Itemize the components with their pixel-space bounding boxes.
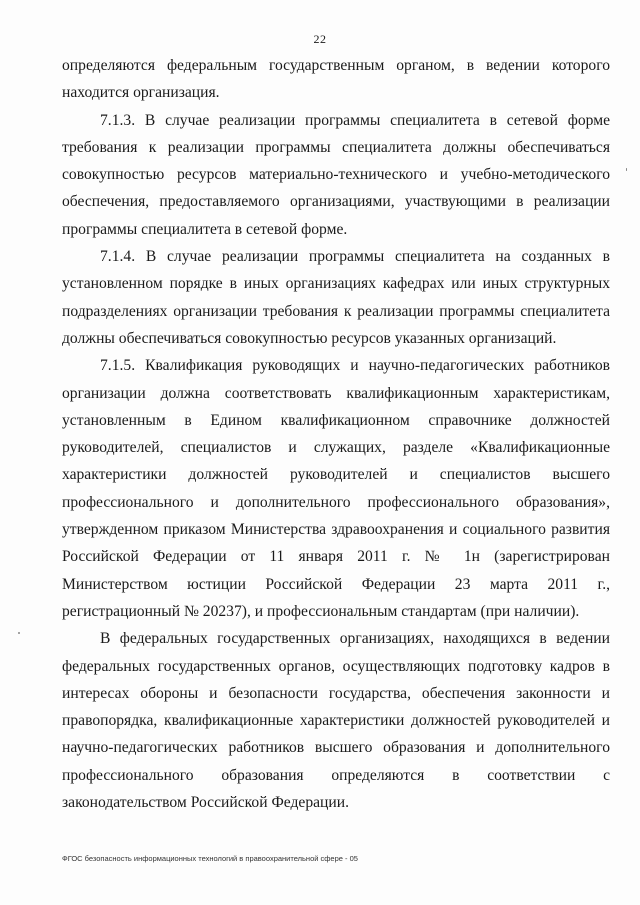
paragraph-federal-organizations: В федеральных государственных организациях, находящихся в ведении федеральных государственных органов, осуществляющих подготовку кадров в интересах обороны и безопасности государства, обеспечения законности и правопорядка, квалификационные характеристики должностей руководителей и научно-педагогических работников высшего образования и дополнительного профессионального образования определяются в соответствии с законодательством Российской Федерации. xyxy=(62,630,610,812)
scan-speck xyxy=(18,632,20,634)
paragraph-7-1-4: 7.1.4. В случае реализации программы специалитета на созданных в установленном порядке в иных организациях кафедрах или иных структурных подразделениях организации требования к реализации программы специалитета должны обеспечиваться совокупностью ресурсов указанных организаций. xyxy=(62,248,610,347)
page-number: 22 xyxy=(313,32,327,46)
paragraph-continuation: определяются федеральным государственным органом, в ведении которого находится организация. xyxy=(62,57,610,102)
scan-speck xyxy=(626,168,627,171)
document-body xyxy=(62,52,610,816)
document-footer: ФГОС безопасность информационных технологий в правоохранительной сфере - 05 xyxy=(62,854,358,863)
paragraph-7-1-5: 7.1.5. Квалификация руководящих и научно-педагогических работников организации должна соответствовать квалификационным характеристикам, установленным в Едином квалификационном справочнике должностей руководителей, специалистов и служащих, разделе «Квалификационные характеристики должностей руководителей и специалистов высшего профессионального и дополнительного профессионального образования», утвержденном приказом Министерства здравоохранения и социального развития Российской Федерации от 11 января 2011 г. № 1н (зарегистрирован Министерством юстиции Российской Федерации 23 марта 2011 г., регистрационный № 20237), и профессиональным стандартам (при наличии). xyxy=(62,357,610,620)
paragraph-7-1-3: 7.1.3. В случае реализации программы специалитета в сетевой форме требования к реализации программы специалитета должны обеспечиваться совокупностью ресурсов материально-технического и учебно-методического обеспечения, предоставляемого организациями, участвующими в реализации программы специалитета в сетевой форме. xyxy=(62,111,610,238)
